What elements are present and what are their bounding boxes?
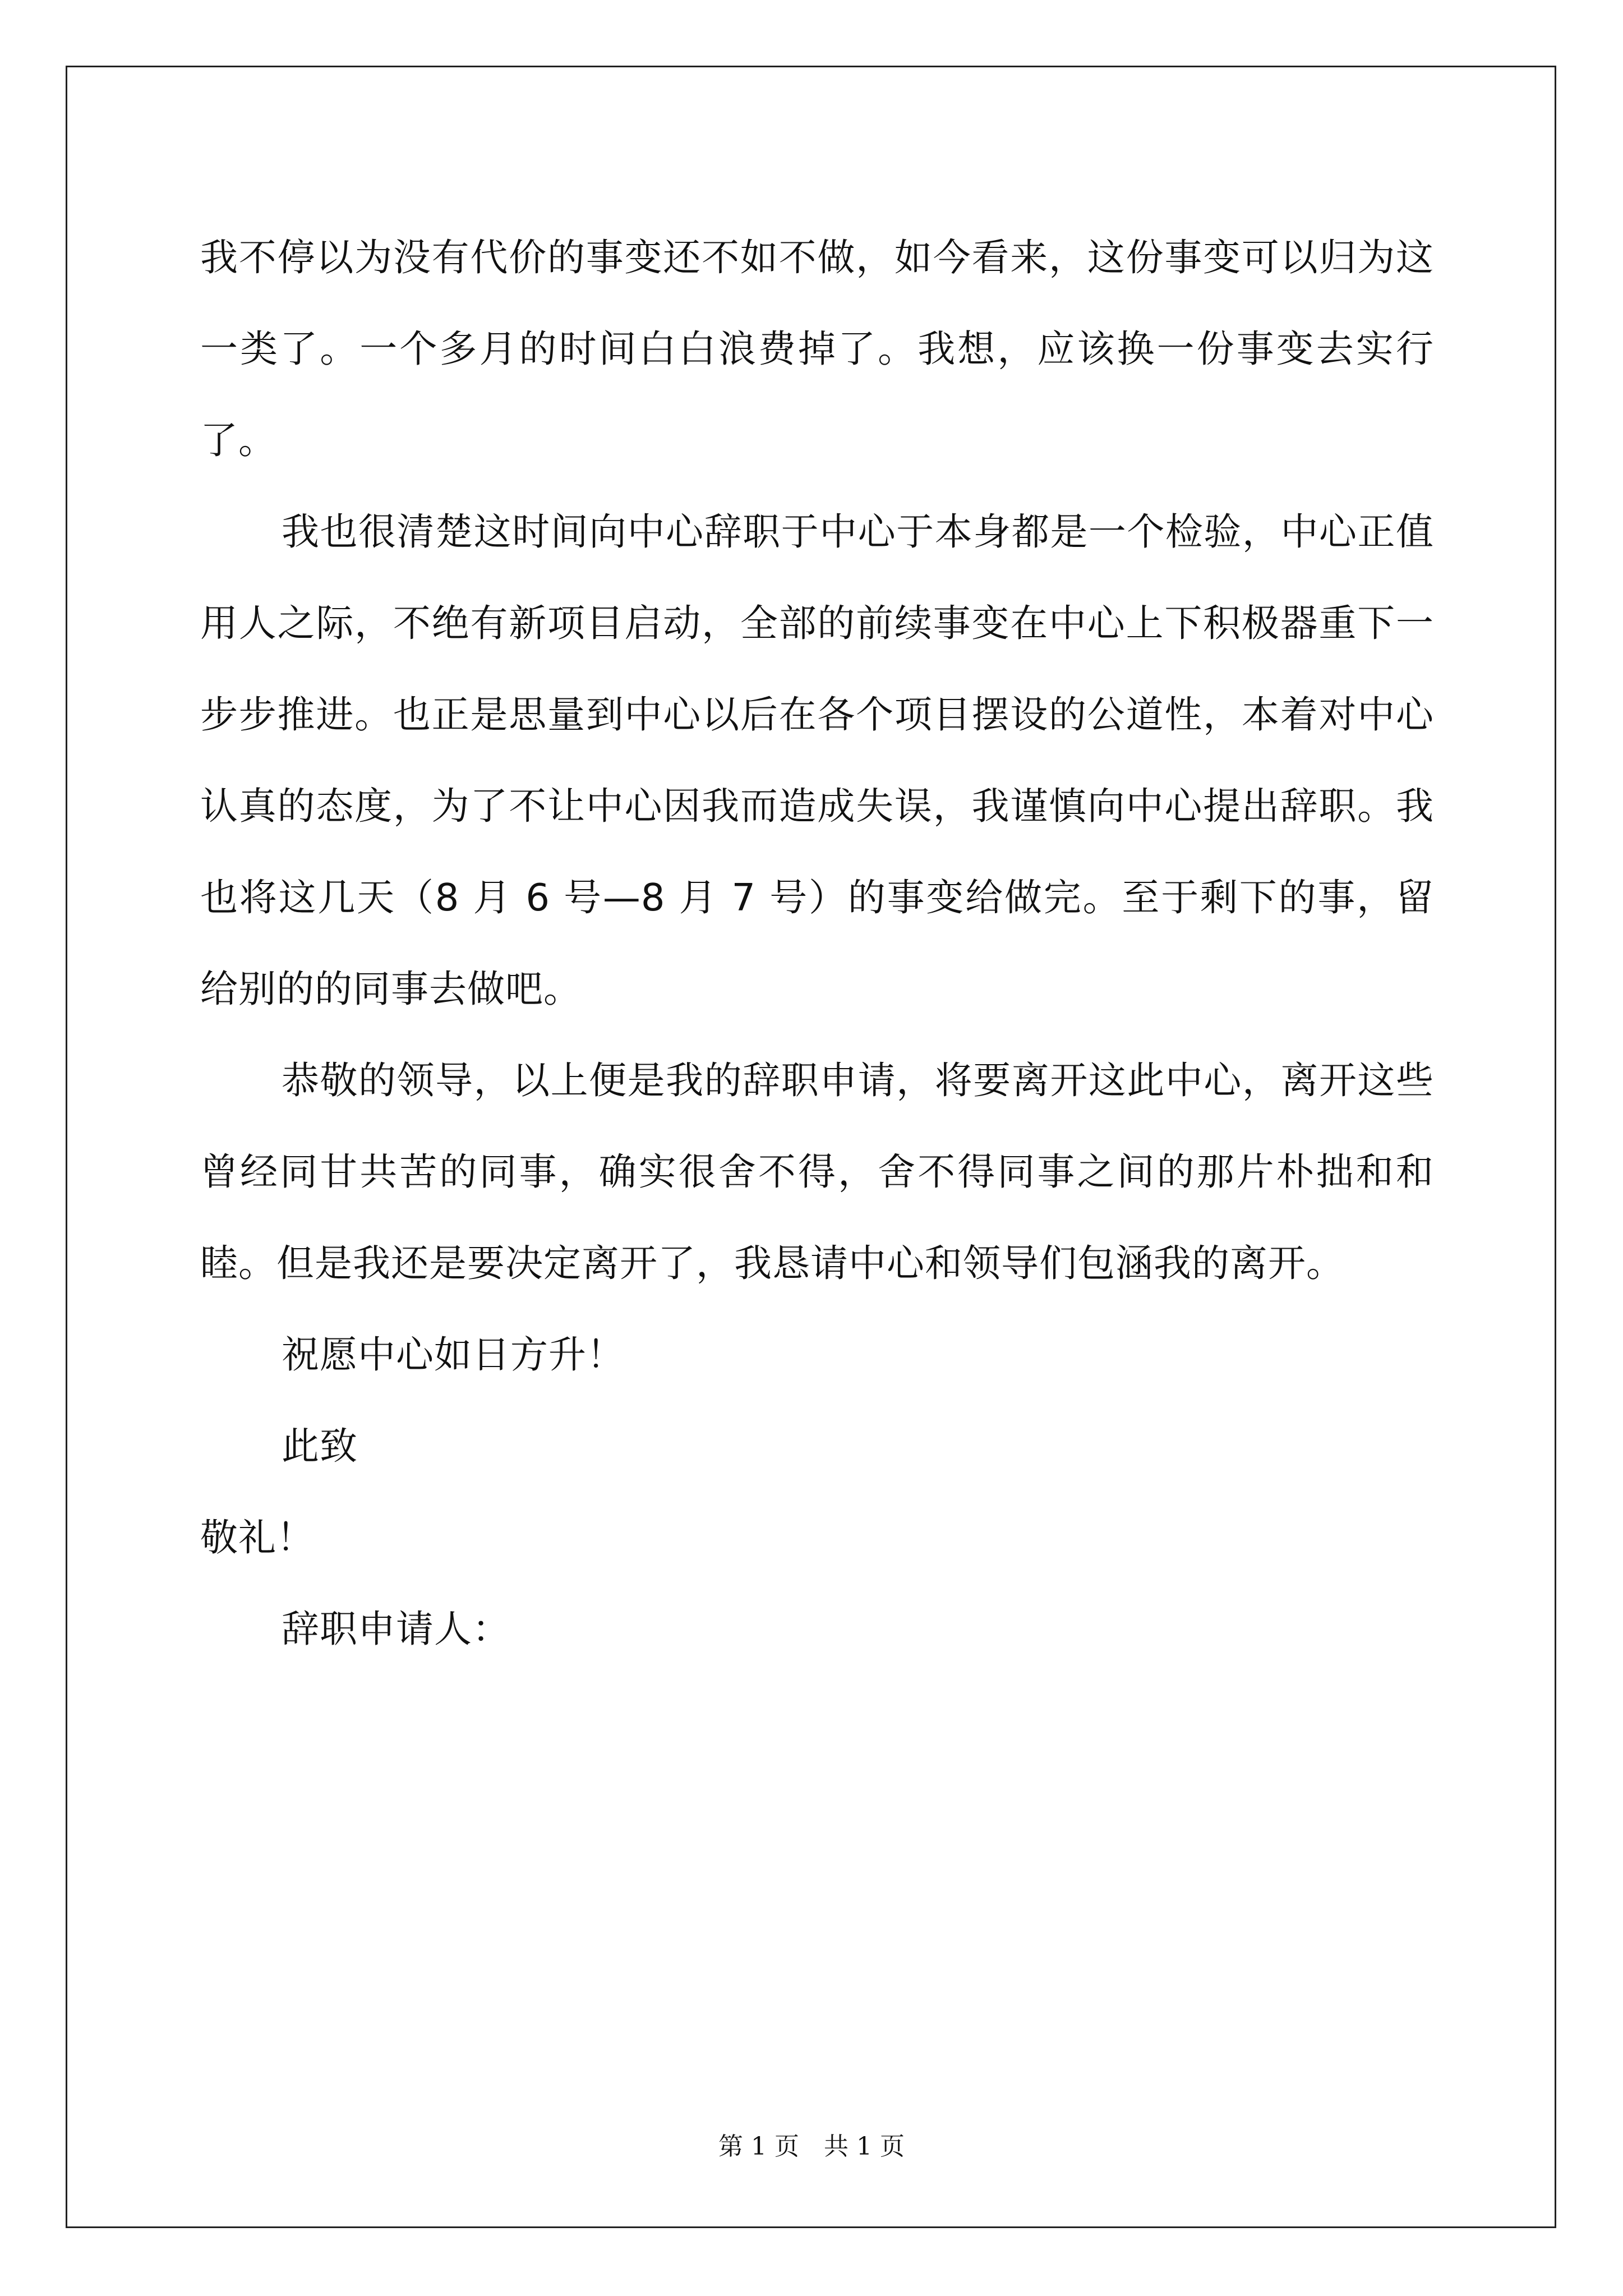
signature-label: 辞职申请人：: [282, 1607, 510, 1651]
document-body: [200, 212, 1434, 1675]
page-footer: 第 1 页 共 1 页: [718, 2132, 905, 2161]
paragraph-continuation: 我不停以为没有代价的事变还不如不做，如今看来，这份事变可以归为这一类了。一个多月的时间白白浪费掉了。我想，应该换一份事变去实行了。: [200, 236, 1434, 462]
closing-salutation: 此致: [282, 1424, 358, 1468]
paragraph-farewell: 恭敬的领导，以上便是我的辞职申请，将要离开这此中心，离开这些曾经同甘共苦的同事，确实很舍不得，舍不得同事之间的那片朴拙和和睦。但是我还是要决定离开了，我恳请中心和领导们包涵我的离开。: [200, 1059, 1434, 1285]
paragraph-resignation-reason: 我也很清楚这时间向中心辞职于中心于本身都是一个检验，中心正值用人之际，不绝有新项目启动，全部的前续事变在中心上下积极器重下一步步推进。也正是思量到中心以后在各个项目摆设的公道性，本着对中心认真的态度，为了不让中心因我而造成失误，我谨慎向中心提出辞职。我也将这几天（8 月 6 号—8 月 7 号）的事变给做完。至于剩下的事，留给别的的同事去做吧。: [200, 510, 1434, 1011]
paragraph-wishes: 祝愿中心如日方升！: [282, 1333, 625, 1377]
closing-respect: 敬礼！: [200, 1516, 315, 1559]
